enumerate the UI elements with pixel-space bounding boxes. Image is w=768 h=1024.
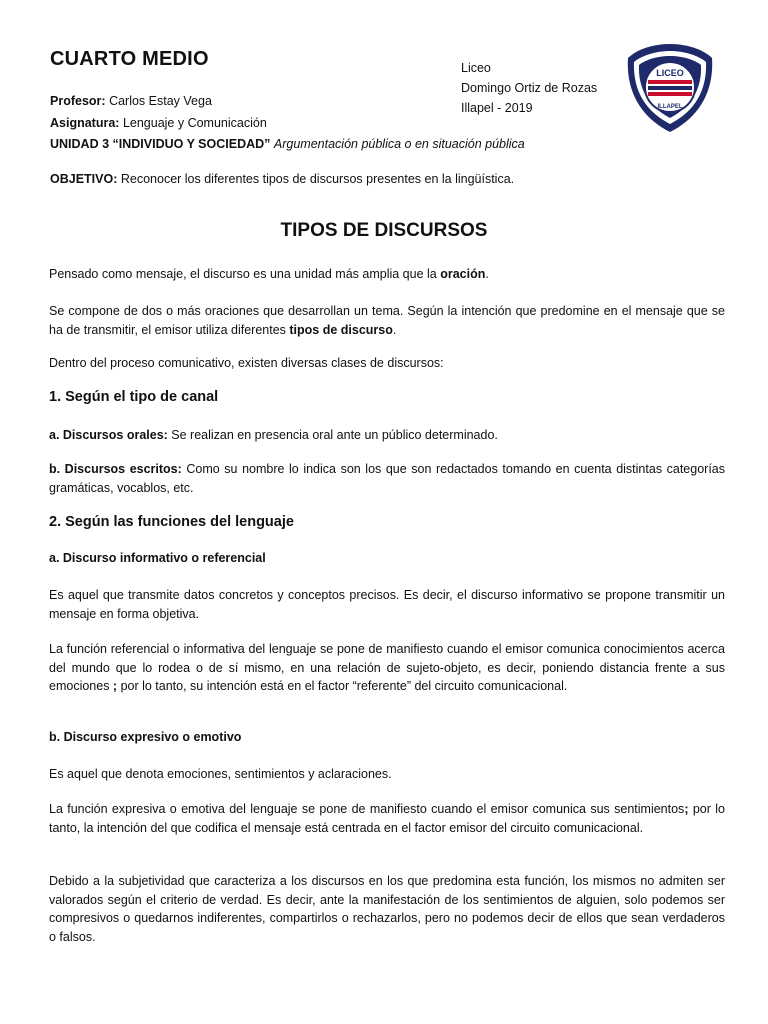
profesor-line xyxy=(50,92,212,110)
unidad-line xyxy=(50,135,525,153)
section-2-heading: 2. Según las funciones del lenguaje xyxy=(49,514,294,530)
main-title: TIPOS DE DISCURSOS xyxy=(280,220,488,241)
paragraph-2 xyxy=(49,302,725,339)
subsection-b-paragraph-1: Es aquel que denota emociones, sentimientos y aclaraciones. xyxy=(49,767,392,781)
school-info xyxy=(461,58,597,118)
item-b-label: b. Discursos escritos: xyxy=(49,462,182,476)
objetivo-line xyxy=(50,170,514,188)
item-a-label: a. Discursos orales: xyxy=(49,428,168,442)
unidad-label: UNIDAD 3 “INDIVIDUO Y SOCIEDAD” xyxy=(50,137,271,151)
a-p2-text: La función referencial o informativa del lenguaje se pone de manifiesto cuando el emisor comunica conocimientos acerca del mundo que lo rodea o de sí mismo, en una relación de sujeto-objeto, es decir, poniendo distancia frente a sus emociones xyxy=(49,642,725,693)
subsection-a-paragraph-2 xyxy=(49,640,725,696)
logo-text-top: LICEO xyxy=(656,68,684,78)
objetivo-text: Reconocer los diferentes tipos de discursos presentes en la lingüística. xyxy=(120,172,515,186)
section-1-item-b xyxy=(49,460,725,497)
asignatura-label: Asignatura: xyxy=(50,116,120,130)
a-p2-end: por lo tanto, su intención está en el factor “referente” del circuito comunicacional. xyxy=(120,679,568,693)
b-p2-end: por lo tanto, la intención del que codifica el mensaje está centrada en el factor emisor del circuito comunicacional. xyxy=(49,802,725,835)
p1-end: . xyxy=(485,267,489,281)
school-line-2: Domingo Ortiz de Rozas xyxy=(461,81,598,95)
p2-bold: tipos de discurso xyxy=(289,322,393,337)
subsection-a-heading: a. Discurso informativo o referencial xyxy=(49,551,266,565)
a-p2-semicolon: ; xyxy=(109,679,121,693)
paragraph-1 xyxy=(49,265,725,284)
p1-bold: oración xyxy=(440,267,486,281)
b-p2-semicolon: ; xyxy=(684,802,693,816)
p1-text: Pensado como mensaje, el discurso es una unidad más amplia que la xyxy=(49,267,441,281)
asignatura-line xyxy=(50,114,267,132)
section-1-item-a xyxy=(49,426,725,445)
subsection-b-heading: b. Discurso expresivo o emotivo xyxy=(49,730,242,744)
objetivo-label: OBJETIVO: xyxy=(50,172,118,186)
asignatura-name: Lenguaje y Comunicación xyxy=(122,116,267,130)
school-line-3: Illapel - 2019 xyxy=(461,101,533,115)
profesor-label: Profesor: xyxy=(50,94,106,108)
school-line-1: Liceo xyxy=(461,61,491,75)
item-a-text: Se realizan en presencia oral ante un público determinado. xyxy=(167,428,498,442)
p2-text: Se compone de dos o más oraciones que desarrollan un tema. Según la intención que predomine en el mensaje que se ha de transmitir, el emisor utiliza diferentes xyxy=(49,304,725,337)
p2-end: . xyxy=(392,322,397,337)
school-crest-icon xyxy=(622,40,718,136)
logo-text-bottom: ILLAPEL xyxy=(657,104,683,110)
section-1-heading: 1. Según el tipo de canal xyxy=(49,389,219,405)
b-p2-text: La función expresiva o emotiva del lenguaje se pone de manifiesto cuando el emisor comunica sus sentimientos xyxy=(49,802,685,816)
unidad-subtitle: Argumentación pública o en situación pública xyxy=(273,137,525,151)
course-level-title: CUARTO MEDIO xyxy=(50,48,209,70)
subsection-b-paragraph-2 xyxy=(49,800,725,837)
subsection-a-paragraph-1: Es aquel que transmite datos concretos y conceptos precisos. Es decir, el discurso informativo se propone transmitir un mensaje en forma objetiva. xyxy=(49,588,725,621)
subsection-b-paragraph-3: Debido a la subjetividad que caracteriza a los discursos en los que predomina esta función, los mismos no admiten ser valorados según el criterio de verdad. Es decir, ante la manifestación de los sentimientos de alguien, solo podemos ser compresivos o quedarnos indiferentes, compartirlos o rechazarlos, pero no podemos decir de ellos que sean verdaderos o falsos. xyxy=(49,874,725,944)
paragraph-3: Dentro del proceso comunicativo, existen diversas clases de discursos: xyxy=(49,356,444,370)
item-b-text: Como su nombre lo indica son los que son redactados tomando en cuenta distintas categorías gramáticas, vocablos, etc. xyxy=(49,462,726,495)
profesor-name: Carlos Estay Vega xyxy=(109,94,212,108)
